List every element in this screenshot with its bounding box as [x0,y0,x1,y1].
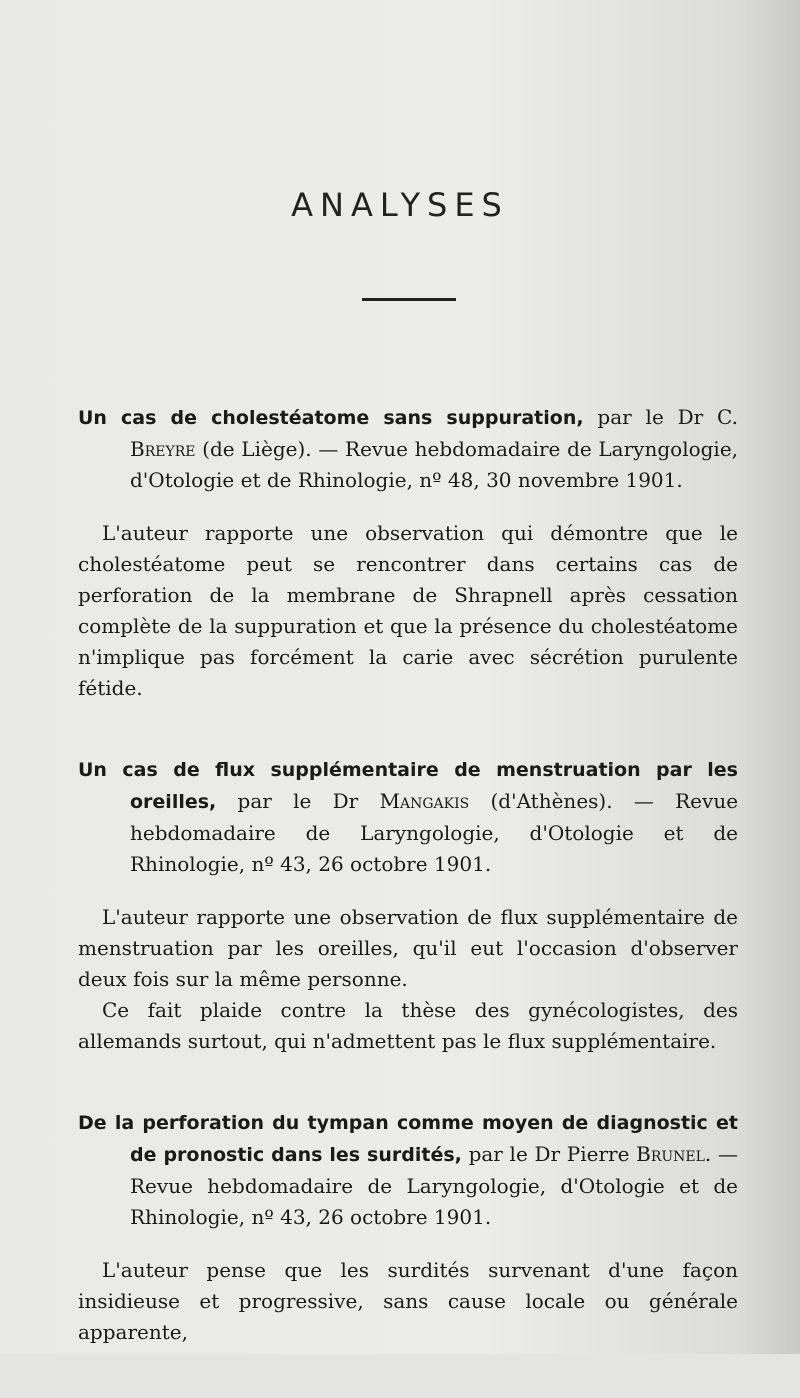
entry-body [78,902,738,1057]
entry-title: Un cas de cholestéatome sans suppuration, [78,407,584,429]
analysis-entry-1 [78,402,738,704]
entry-source: — Revue hebdomadaire de Laryngologie, d'Otologie et de Rhinologie, nº 43, 26 octobre 1901. [130,789,739,876]
entry-title: De la perforation du tympan comme moyen de diagnostic et de pronostic dans les surdités, [78,1112,738,1166]
paragraph: Ce fait plaide contre la thèse des gynécologistes, des allemands surtout, qui n'admettent pas le flux supplémentaire. [78,998,738,1053]
entry-source: — Revue hebdomadaire de Laryngologie, d'Otologie et de Rhinologie, nº 43, 26 octobre 1901. [130,1142,738,1229]
entry-heading: Un cas de cholestéatome sans suppuration, par le Dr C. Breyre (de Liège). — Revue hebdomadaire de Laryngologie, d'Otologie et de Rhinologie, nº 48, 30 novembre 1901. [78,405,739,492]
section-title: ANALYSES [291,186,509,224]
analysis-entry-2 [78,754,738,1057]
analysis-entry-3 [78,1107,738,1348]
title-rule [362,298,456,301]
paragraph: L'auteur pense que les surdités survenant d'une façon insidieuse et progressive, sans cause locale ou générale apparente, [78,1258,738,1344]
entry-heading: Un cas de flux supplémentaire de menstruation par les oreilles, par le Dr Mangakis (d'Athènes). — Revue hebdomadaire de Laryngologie, d'Otologie et de Rhinologie, nº 43, 26 octobre 1901. [78,759,739,876]
entry-body [78,518,738,704]
entry-title: Un cas de flux supplémentaire de menstruation par les oreilles, [78,759,738,813]
paragraph: L'auteur rapporte une observation qui démontre que le cholestéatome peut se rencontrer dans certains cas de perforation de la membrane de Shrapnell après cessation complète de la suppuration et que la présence du cholestéatome n'implique pas forcément la carie avec sécrétion purulente fétide. [78,521,738,700]
entry-author: Brunel. [636,1142,712,1166]
entry-body [78,1255,738,1348]
paragraph: L'auteur rapporte une observation de flux supplémentaire de menstruation par les oreilles, qu'il eut l'occasion d'observer deux fois sur la même personne. [78,905,738,991]
entry-author: Mangakis [379,789,470,813]
entry-author: Breyre [130,437,196,461]
analyses-content [78,402,738,1398]
entry-source: — Revue hebdomadaire de Laryngologie, d'Otologie et de Rhinologie, nº 48, 30 novembre 1901. [130,437,739,492]
entry-heading: De la perforation du tympan comme moyen de diagnostic et de pronostic dans les surdités, par le Dr Pierre Brunel. — Revue hebdomadaire de Laryngologie, d'Otologie et de Rhinologie, nº 43, 26 octobre 1901. [78,1112,738,1229]
